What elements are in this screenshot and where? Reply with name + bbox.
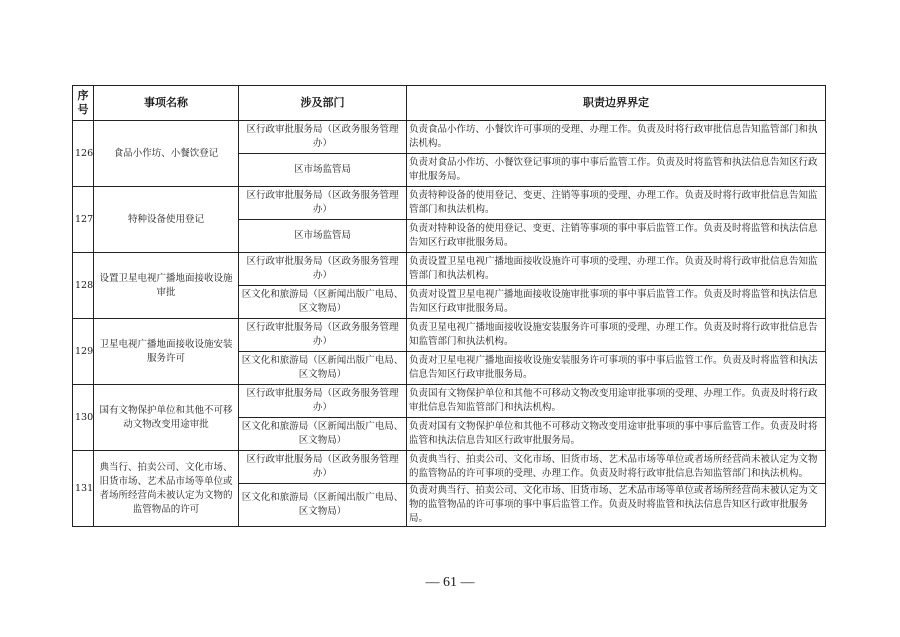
department-cell: 区文化和旅游局（区新闻出版广电局、区文物局） xyxy=(239,286,407,319)
item-number: 130 xyxy=(73,385,94,451)
department-cell: 区行政审批服务局（区政务服务管理办） xyxy=(239,121,407,154)
department-cell: 区行政审批服务局（区政务服务管理办） xyxy=(239,319,407,352)
item-name: 设置卫星电视广播地面接收设施审批 xyxy=(94,253,239,319)
table-row xyxy=(73,385,826,418)
item-number: 129 xyxy=(73,319,94,385)
item-number: 126 xyxy=(73,121,94,187)
department-cell: 区市场监管局 xyxy=(239,220,407,253)
table-body xyxy=(73,121,826,527)
duty-cell: 负责对食品小作坊、小餐饮登记事项的事中事后监管工作。负责及时将监管和执法信息告知区行政审批服务局。 xyxy=(407,154,826,187)
item-name: 食品小作坊、小餐饮登记 xyxy=(94,121,239,187)
department-cell: 区行政审批服务局（区政务服务管理办） xyxy=(239,385,407,418)
duty-cell: 负责国有文物保护单位和其他不可移动文物改变用途审批事项的受理、办理工作。负责及时将行政审批信息告知监管部门和执法机构。 xyxy=(407,385,826,418)
header-duty-boundary: 职责边界界定 xyxy=(407,86,826,121)
item-number: 127 xyxy=(73,187,94,253)
department-cell: 区行政审批服务局（区政务服务管理办） xyxy=(239,187,407,220)
department-cell: 区行政审批服务局（区政务服务管理办） xyxy=(239,253,407,286)
duty-cell: 负责对国有文物保护单位和其他不可移动文物改变用途审批事项的事中事后监管工作。负责及时将监管和执法信息告知区行政审批服务局。 xyxy=(407,418,826,451)
header-seq: 序号 xyxy=(73,86,94,121)
item-number: 131 xyxy=(73,451,94,527)
header-item-name: 事项名称 xyxy=(94,86,239,121)
duty-cell: 负责设置卫星电视广播地面接收设施许可事项的受理、办理工作。负责及时将行政审批信息告知监管部门和执法机构。 xyxy=(407,253,826,286)
table-header-row xyxy=(73,86,826,121)
department-cell: 区文化和旅游局（区新闻出版广电局、区文物局） xyxy=(239,352,407,385)
department-cell: 区行政审批服务局（区政务服务管理办） xyxy=(239,451,407,484)
department-cell: 区市场监管局 xyxy=(239,154,407,187)
item-name: 卫星电视广播地面接收设施安装服务许可 xyxy=(94,319,239,385)
table-row xyxy=(73,187,826,220)
table-row xyxy=(73,253,826,286)
item-name: 国有文物保护单位和其他不可移动文物改变用途审批 xyxy=(94,385,239,451)
duty-cell: 负责对卫星电视广播地面接收设施安装服务许可事项的事中事后监管工作。负责及时将监管和执法信息告知区行政审批服务局。 xyxy=(407,352,826,385)
item-name: 典当行、拍卖公司、文化市场、旧货市场、艺术品市场等单位或者场所经营尚未被认定为文物的监管物品的许可 xyxy=(94,451,239,527)
table-row xyxy=(73,121,826,154)
department-cell: 区文化和旅游局（区新闻出版广电局、区文物局） xyxy=(239,484,407,527)
table-row xyxy=(73,451,826,484)
item-number: 128 xyxy=(73,253,94,319)
page-number: — 61 — xyxy=(425,575,475,590)
table-row xyxy=(73,319,826,352)
duty-cell: 负责特种设备的使用登记、变更、注销等事项的受理、办理工作。负责及时将行政审批信息告知监管部门和执法机构。 xyxy=(407,187,826,220)
duty-cell: 负责对设置卫星电视广播地面接收设施审批事项的事中事后监管工作。负责及时将监管和执法信息告知区行政审批服务局。 xyxy=(407,286,826,319)
duty-cell: 负责食品小作坊、小餐饮许可事项的受理、办理工作。负责及时将行政审批信息告知监管部门和执法机构。 xyxy=(407,121,826,154)
department-cell: 区文化和旅游局（区新闻出版广电局、区文物局） xyxy=(239,418,407,451)
duty-cell: 负责对特种设备的使用登记、变更、注销等事项的事中事后监管工作。负责及时将监管和执法信息告知区行政审批服务局。 xyxy=(407,220,826,253)
responsibility-table xyxy=(72,85,826,527)
header-department: 涉及部门 xyxy=(239,86,407,121)
duty-cell: 负责对典当行、拍卖公司、文化市场、旧货市场、艺术品市场等单位或者场所经营尚未被认定为文物的监管物品的许可事项的事中事后监管工作。负责及时将监管和执法信息告知区行政审批服务局。 xyxy=(407,484,826,527)
item-name: 特种设备使用登记 xyxy=(94,187,239,253)
duty-cell: 负责卫星电视广播地面接收设施安装服务许可事项的受理、办理工作。负责及时将行政审批信息告知监管部门和执法机构。 xyxy=(407,319,826,352)
duty-cell: 负责典当行、拍卖公司、文化市场、旧货市场、艺术品市场等单位或者场所经营尚未被认定为文物的监管物品的许可事项的受理、办理工作。负责及时将行政审批信息告知监管部门和执法机构。 xyxy=(407,451,826,484)
